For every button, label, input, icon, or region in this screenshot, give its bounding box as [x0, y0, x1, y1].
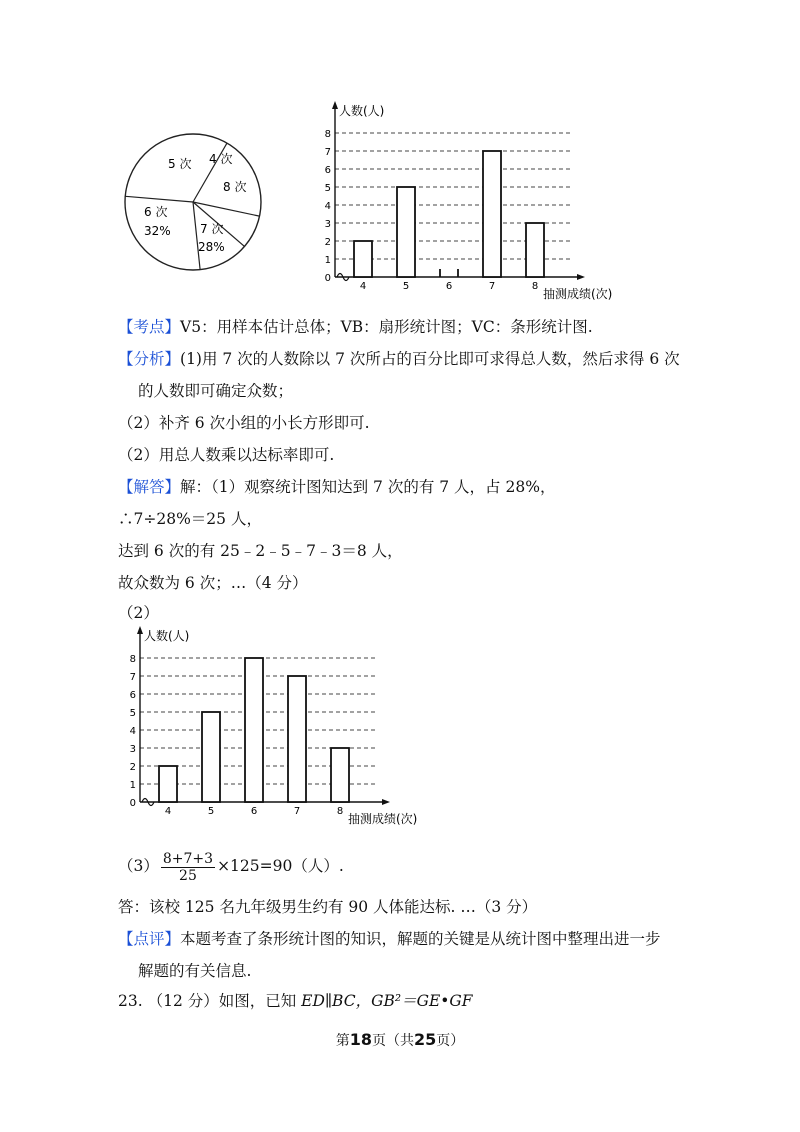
- y-tick-label: 8: [129, 654, 136, 665]
- bar-5: [397, 187, 415, 277]
- part3-prefix: （3）: [118, 857, 159, 875]
- x-tick-label: 6: [250, 806, 258, 817]
- x-tick-label: 5: [402, 281, 410, 292]
- x-tick-label: 7: [488, 281, 496, 292]
- fraction-denominator: 25: [179, 867, 197, 884]
- dianping-line-2: 解题的有关信息.: [138, 962, 252, 980]
- pie-label-8: 8 次: [223, 180, 247, 194]
- footer-page-number: 18: [349, 1030, 372, 1049]
- pie-slices: [125, 134, 261, 270]
- y-tick-label: 6: [324, 165, 331, 176]
- jieda-line-1: [118, 476, 555, 498]
- q23-math: ED∥BC，GB²＝GE•GF: [301, 992, 473, 1010]
- y-tick-label: 4: [129, 726, 136, 737]
- footer-total-pages: 25: [414, 1030, 437, 1049]
- answer-line: 答：该校 125 名九年级男生约有 90 人体能达标. …（3 分）: [118, 898, 538, 916]
- x-tick-label: 8: [336, 806, 344, 817]
- x-axis-label: 抽测成绩(次): [348, 812, 418, 826]
- bar-chart-completed: [110, 620, 440, 832]
- part3-line: [118, 848, 344, 884]
- jieda-line-2: ∴7÷28%＝25 人，: [118, 510, 262, 528]
- x-tick-label: 4: [164, 806, 172, 817]
- jieda-text-1: 解：（1）观察统计图知达到 7 次的有 7 人，占 28%，: [180, 478, 556, 496]
- x-axis-arrow: [577, 274, 585, 280]
- jieda-line-3: 达到 6 次的有 25﹣2﹣5﹣7﹣3＝8 人，: [118, 542, 403, 560]
- pie-label-6: 6 次: [144, 205, 168, 219]
- pie-slice-boundary: [125, 196, 193, 202]
- bar-8: [331, 748, 349, 802]
- x-tick-label: 4: [359, 281, 367, 292]
- y-tick-label: 5: [324, 183, 331, 194]
- kaodian-tag: 【考点】: [118, 318, 181, 336]
- dianping-tag: 【点评】: [118, 930, 181, 948]
- page-footer: [0, 1030, 800, 1050]
- x-tick-label: 8: [531, 281, 539, 292]
- bar-7: [288, 676, 306, 802]
- fenxi-tag: 【分析】: [118, 350, 181, 368]
- y-tick-label: 7: [324, 147, 331, 158]
- fenxi-line-1: [118, 348, 680, 370]
- bar-7: [483, 151, 501, 277]
- bar-8: [526, 223, 544, 277]
- pie-slice-boundary: [193, 202, 260, 216]
- fenxi-text-1: (1)用 7 次的人数除以 7 次所占的百分比即可求得总人数，然后求得 6 次: [180, 350, 680, 368]
- kaodian-line: [118, 316, 593, 338]
- pie-label-7-pct: 28%: [198, 240, 225, 254]
- y-tick-label: 0: [129, 798, 136, 809]
- pie-label-4: 4 次: [209, 152, 233, 166]
- x-tick-label: 6: [445, 281, 453, 292]
- bar-4: [159, 766, 177, 802]
- y-tick-label: 1: [324, 255, 331, 266]
- y-tick-label: 5: [129, 708, 136, 719]
- y-axis-arrow: [137, 626, 143, 634]
- dianping-line-1: [118, 928, 661, 950]
- pie-chart: [118, 125, 268, 275]
- fenxi-line-2: 的人数即可确定众数；: [138, 382, 294, 400]
- footer-mid: 页（共: [372, 1033, 414, 1049]
- pie-label-6-pct: 32%: [144, 224, 171, 238]
- part3-suffix: ×125=90（人）.: [217, 857, 344, 875]
- pie-label-7: 7 次: [200, 222, 224, 236]
- fraction: [161, 851, 215, 884]
- jieda-tag: 【解答】: [118, 478, 181, 496]
- part2-label: （2）: [118, 604, 159, 622]
- y-axis-label: 人数(人): [339, 104, 385, 118]
- pie-label-5: 5 次: [168, 157, 192, 171]
- y-tick-label: 2: [324, 237, 331, 248]
- fraction-numerator: 8+7+3: [162, 850, 214, 867]
- y-axis-label: 人数(人): [144, 629, 190, 643]
- dianping-text-1: 本题考查了条形统计图的知识，解题的关键是从统计图中整理出进一步: [180, 930, 661, 948]
- bar-4: [354, 241, 372, 277]
- y-tick-label: 3: [324, 219, 331, 230]
- y-axis-arrow: [332, 101, 338, 109]
- fenxi-line-3: （2）补齐 6 次小组的小长方形即可.: [118, 414, 370, 432]
- question-23: [118, 990, 473, 1012]
- y-tick-label: 3: [129, 744, 136, 755]
- y-tick-label: 1: [129, 780, 136, 791]
- bar-6: [245, 658, 263, 802]
- y-tick-label: 7: [129, 672, 136, 683]
- footer-post: 页）: [436, 1033, 465, 1049]
- q23-prefix: 23. （12 分）如图，已知: [118, 992, 302, 1010]
- x-tick-label: 7: [293, 806, 301, 817]
- jieda-line-4: 故众数为 6 次；…（4 分）: [118, 574, 308, 592]
- y-tick-label: 2: [129, 762, 136, 773]
- x-axis-label: 抽测成绩(次): [543, 287, 613, 301]
- y-tick-label: 4: [324, 201, 331, 212]
- y-tick-label: 0: [324, 273, 331, 284]
- footer-pre: 第: [335, 1033, 350, 1049]
- bar-5: [202, 712, 220, 802]
- kaodian-text: V5：用样本估计总体；VB：扇形统计图；VC：条形统计图.: [180, 318, 593, 336]
- x-axis-arrow: [382, 799, 390, 805]
- bar-chart-original: [305, 95, 635, 305]
- y-tick-label: 8: [324, 129, 331, 140]
- x-tick-label: 5: [207, 806, 215, 817]
- fenxi-line-4: （2）用总人数乘以达标率即可.: [118, 446, 335, 464]
- y-tick-label: 6: [129, 690, 136, 701]
